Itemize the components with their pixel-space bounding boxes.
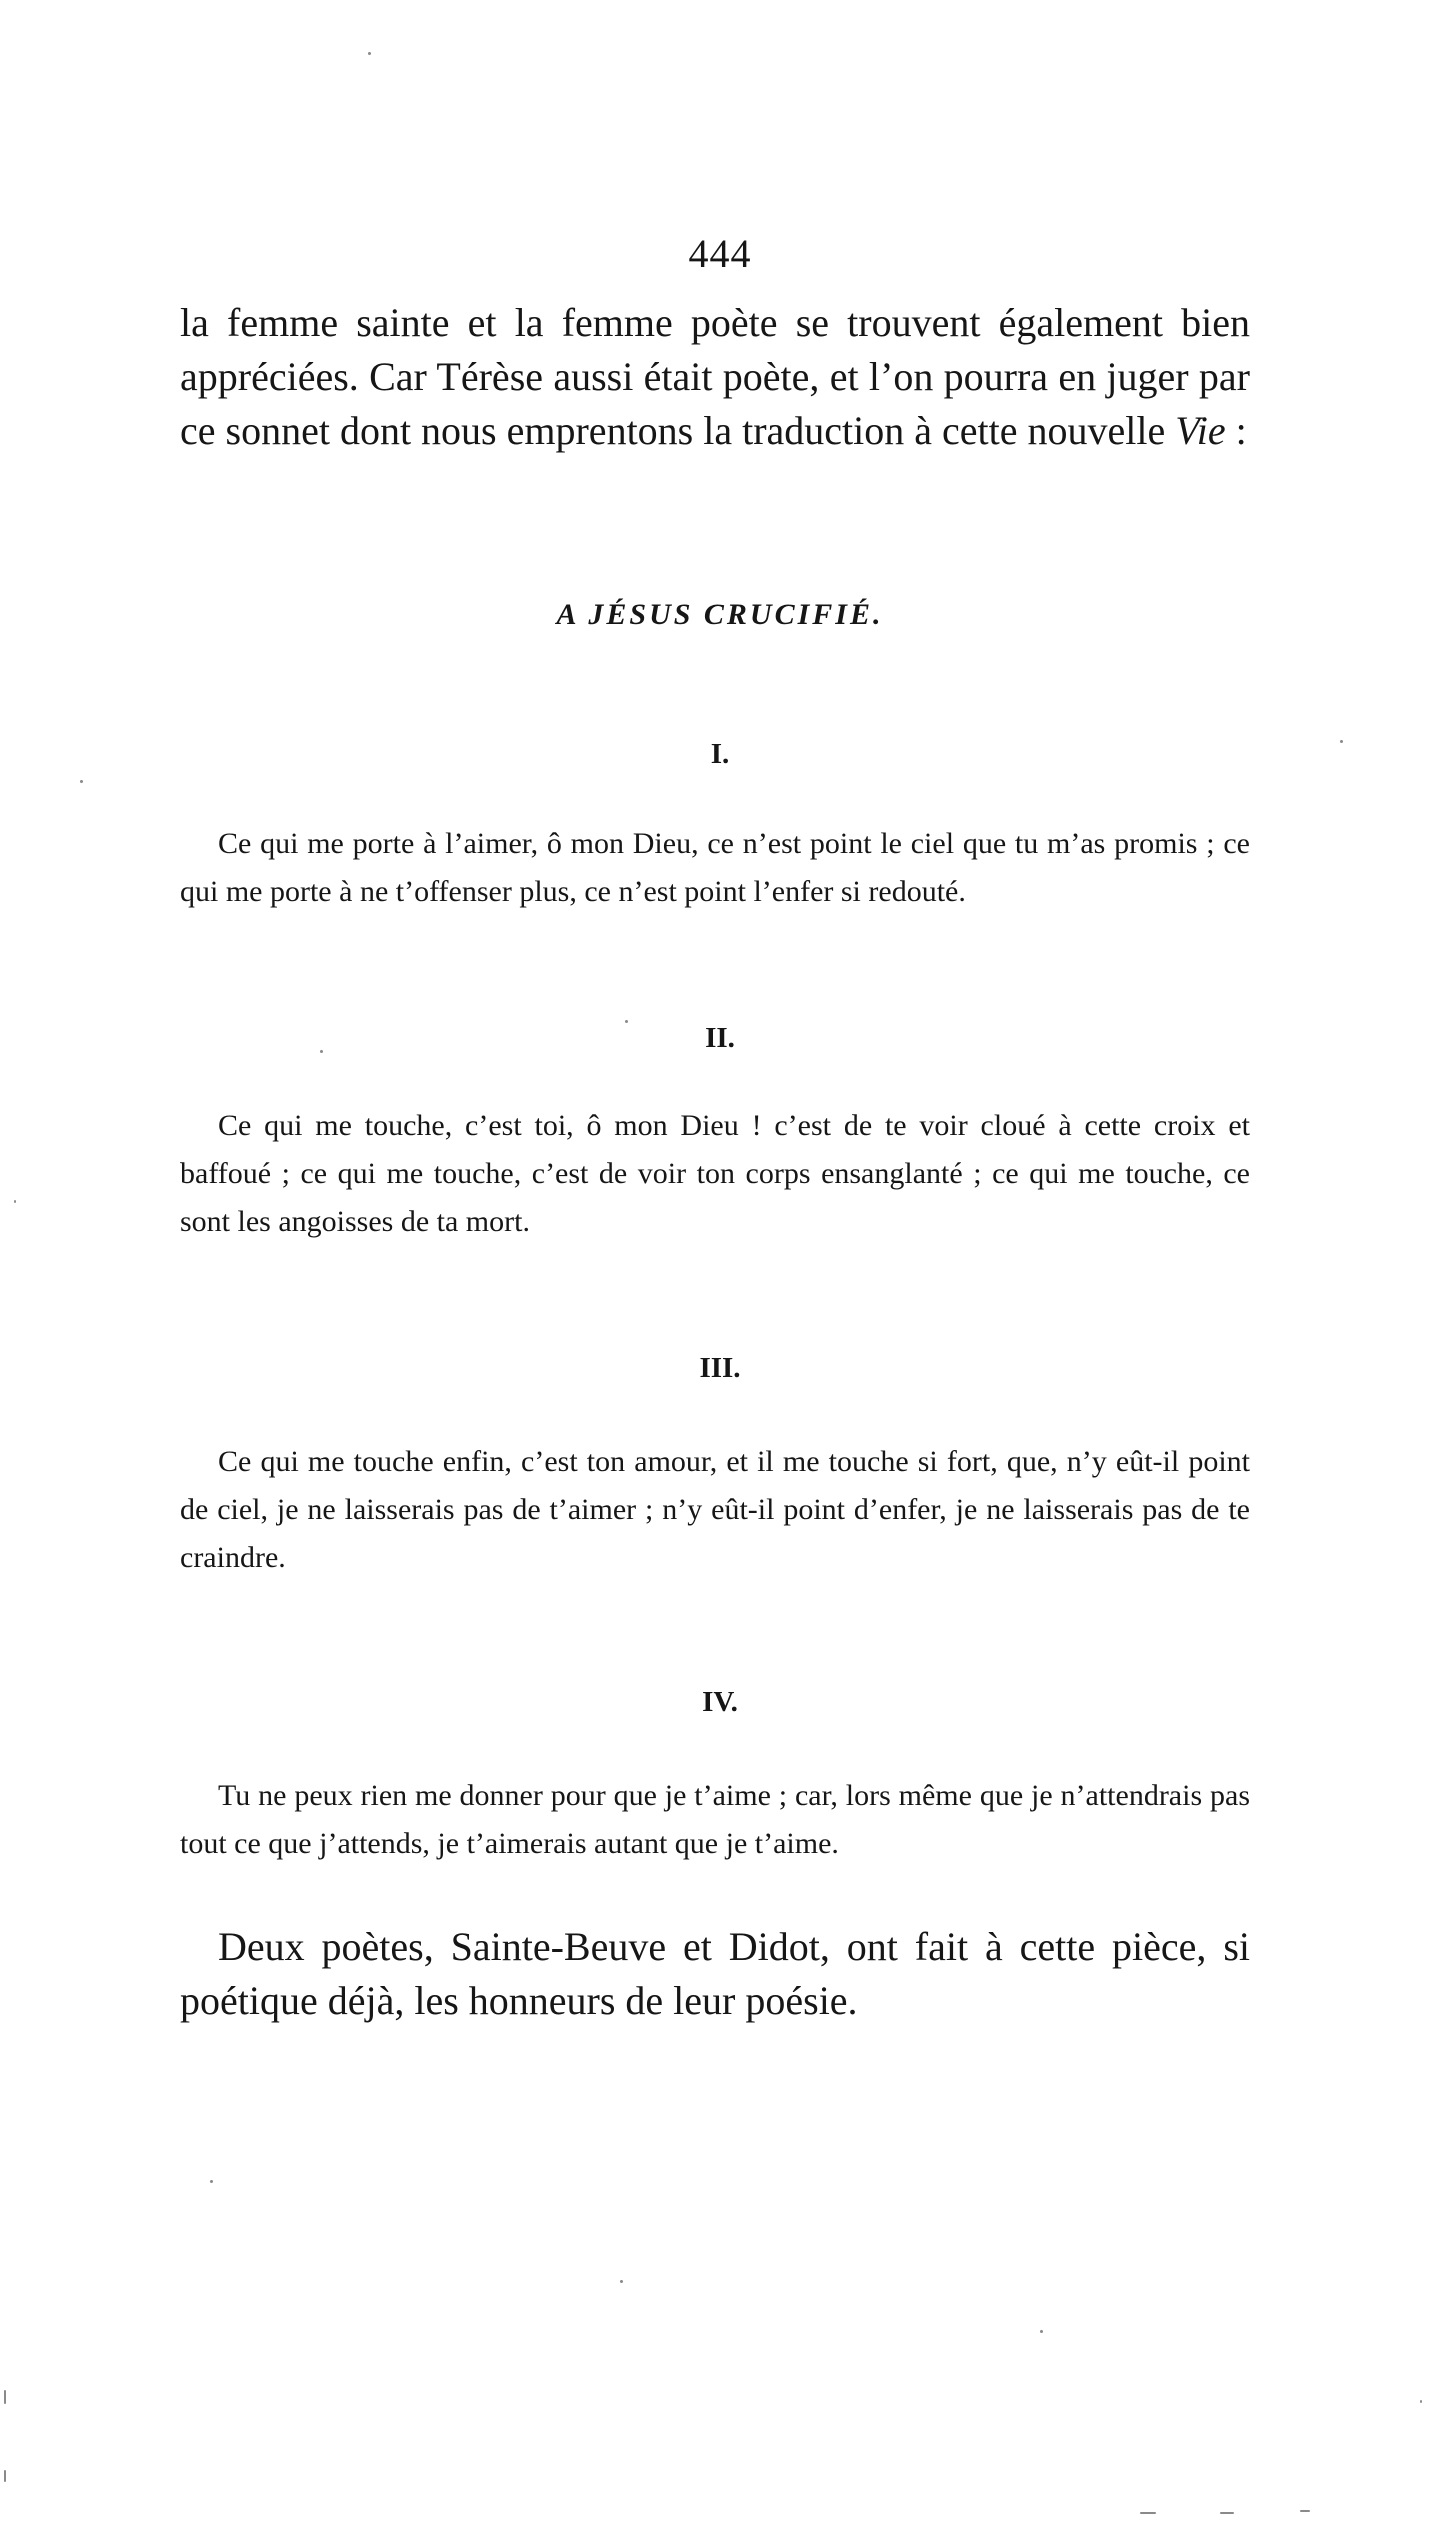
stanza-3-text: Ce qui me touche enfin, c’est ton amour, et il me touche si fort, que, n’y eût-il point de ciel, je ne laisserais pas de t’aimer ; n’y eût-il point d’enfer, je ne laisserais pas de te craindre.	[180, 1445, 1250, 1574]
stanza-numeral-3: III.	[699, 1352, 741, 1384]
stanza-2-text: Ce qui me touche, c’est toi, ô mon Dieu ! c’est de te voir cloué à cette croix et baffoué ; ce qui me touche, c’est de voir ton corps ensanglanté ; ce qui me touche, ce sont les angoisses de ta mort.	[180, 1109, 1250, 1238]
stanza-numeral-1: I.	[710, 738, 730, 770]
scan-speck	[14, 1200, 16, 1203]
scan-speck	[1040, 2330, 1043, 2333]
scan-speck	[1140, 2512, 1156, 2514]
intro-italic-word: Vie	[1175, 408, 1226, 453]
stanza-1-text: Ce qui me porte à l’aimer, ô mon Dieu, ce n’est point le ciel que tu m’as promis ; ce qui me porte à ne t’offenser plus, ce n’est point l’enfer si redouté.	[180, 827, 1250, 908]
intro-text: la femme sainte et la femme poète se trouvent également bien appréciées. Car Térèse aussi était poète, et l’on pourra en juger par ce sonnet dont nous emprentons la traduction à cette nouvelle	[180, 300, 1250, 453]
scan-speck	[320, 1050, 323, 1053]
scan-speck	[4, 2390, 6, 2404]
scan-speck	[620, 2280, 623, 2283]
stanza-4-text: Tu ne peux rien me donner pour que je t’aime ; car, lors même que je n’attendrais pas tout ce que j’attends, je t’aimerais autant que je t’aime.	[180, 1779, 1250, 1860]
scan-speck	[368, 52, 371, 55]
closing-paragraph: Deux poètes, Sainte-Beuve et Didot, ont fait à cette pièce, si poétique déjà, les honneurs de leur poésie.	[180, 1924, 1250, 2023]
poem-title: A JÉSUS CRUCIFIÉ.	[556, 598, 884, 631]
scan-speck	[1300, 2510, 1310, 2512]
scan-speck	[1220, 2512, 1234, 2514]
scan-speck	[210, 2180, 213, 2183]
intro-paragraph	[180, 296, 1250, 458]
scan-speck	[4, 2470, 6, 2482]
scan-speck	[625, 1020, 628, 1023]
intro-punctuation: :	[1225, 408, 1247, 453]
scan-speck	[80, 780, 83, 783]
stanza-numeral-2: II.	[705, 1022, 735, 1054]
scan-speck	[1340, 740, 1343, 743]
scan-speck	[1420, 2400, 1422, 2403]
page-number: 444	[688, 231, 752, 276]
stanza-numeral-4: IV.	[702, 1686, 738, 1718]
